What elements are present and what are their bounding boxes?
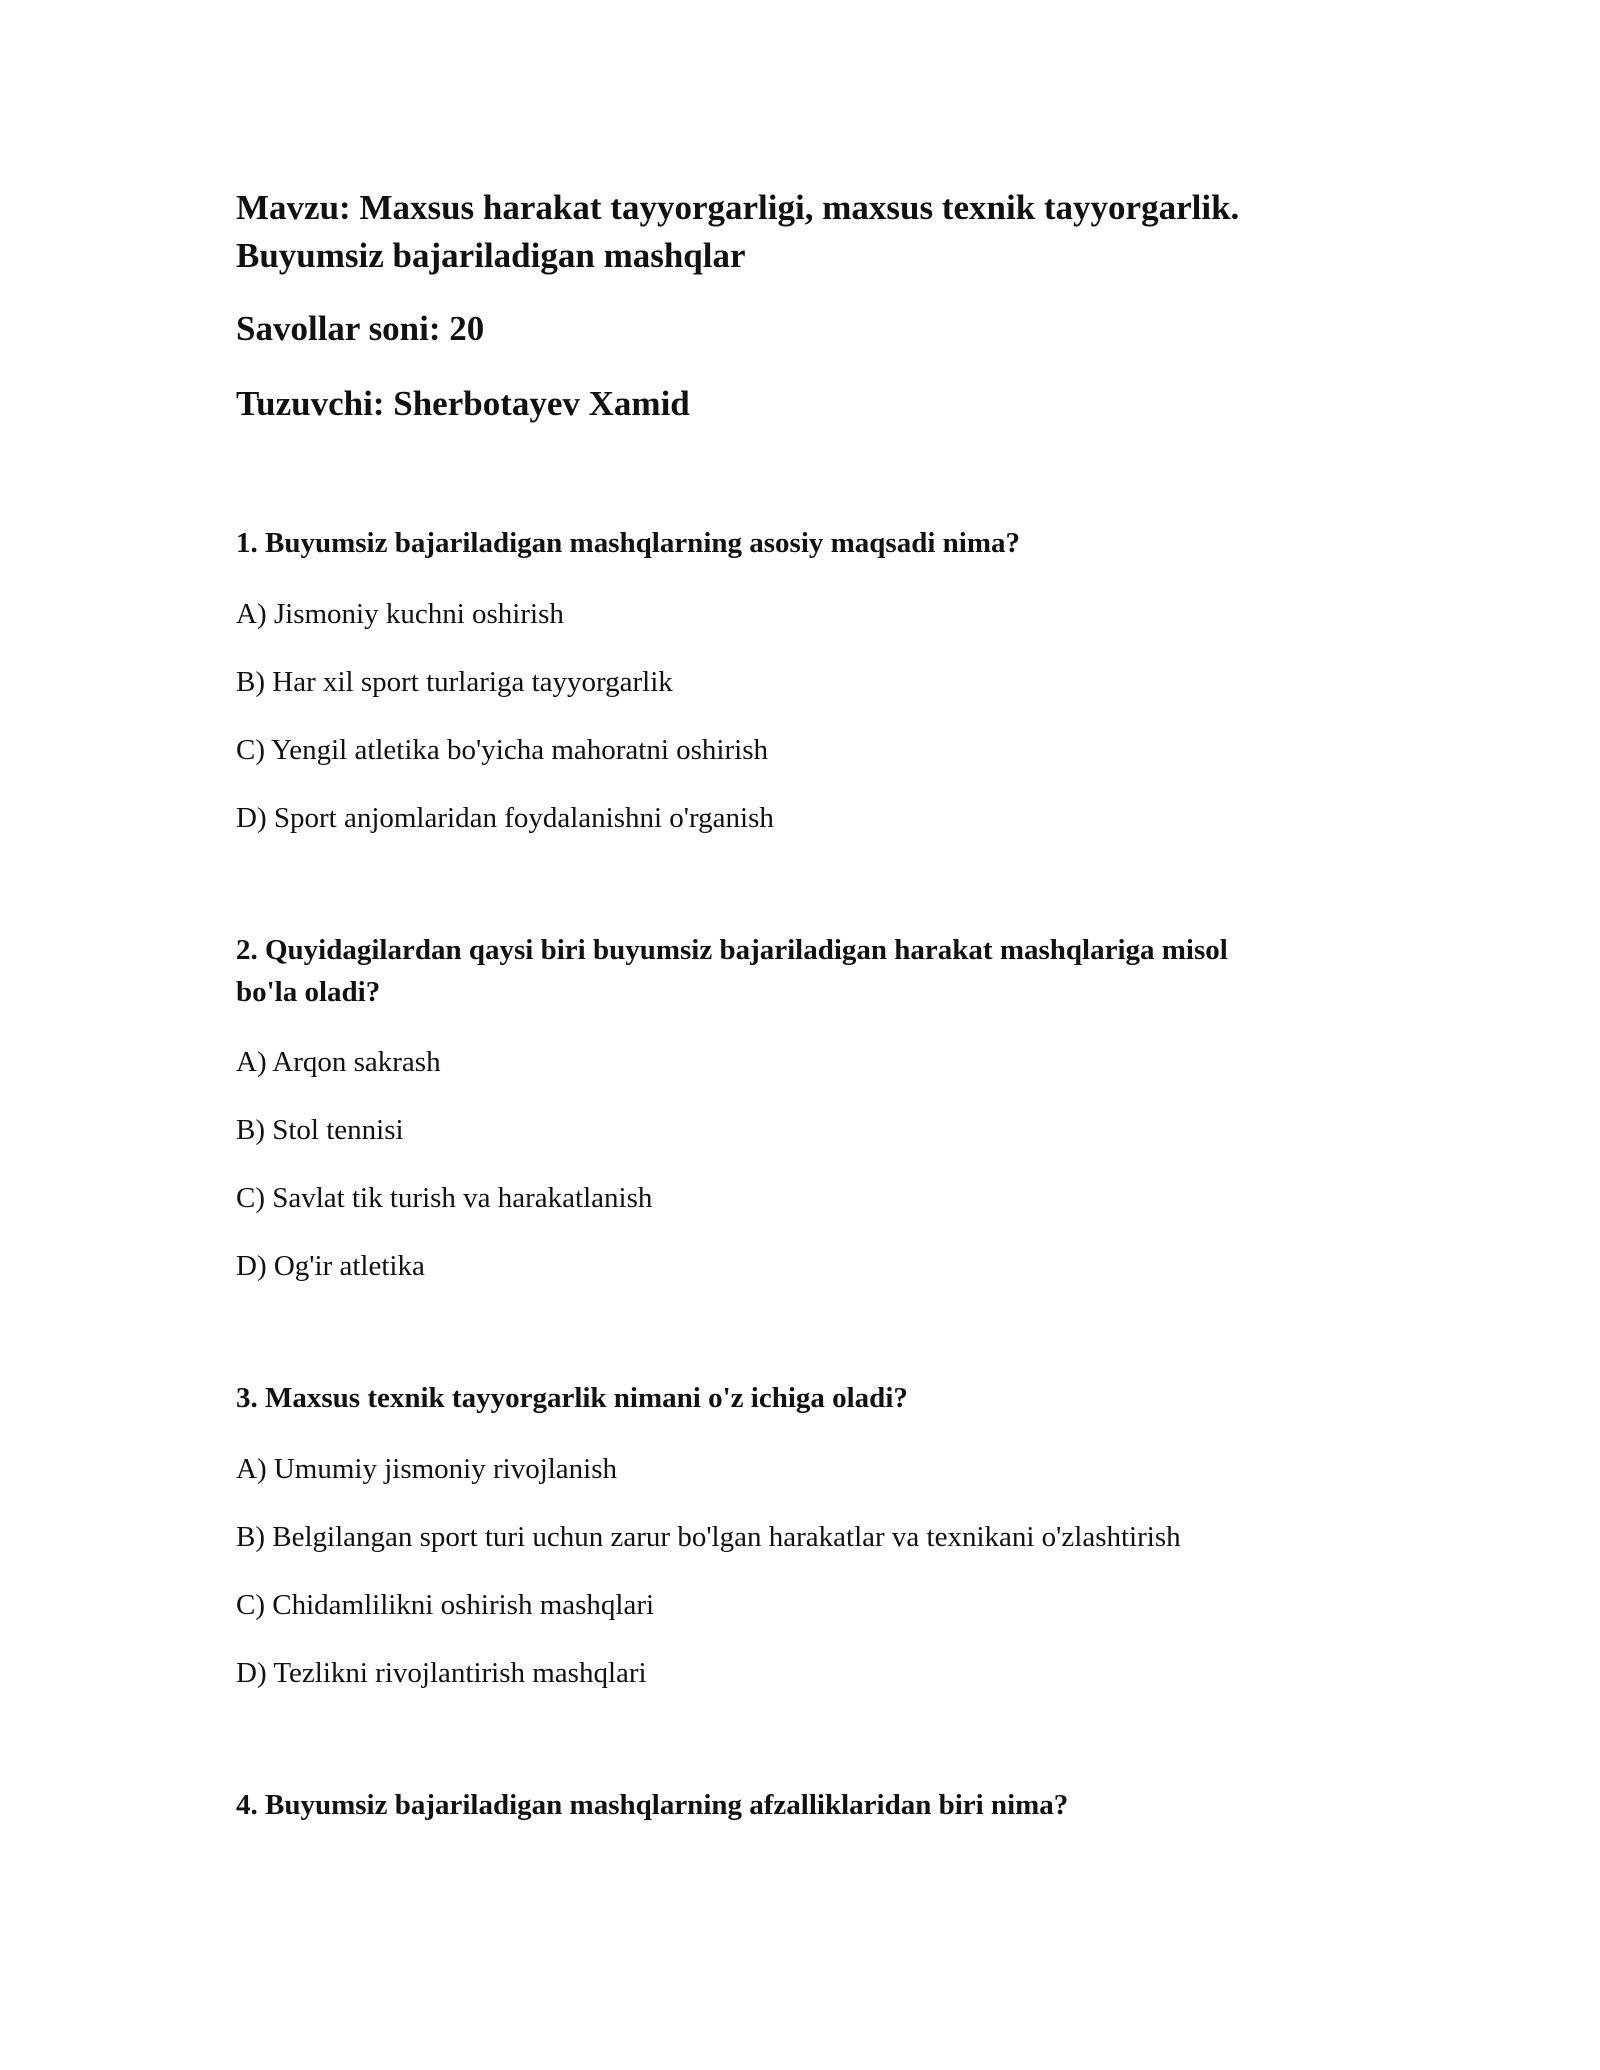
question-2-option-d: D) Og'ir atletika (236, 1250, 425, 1282)
question-2-text-line-1: 2. Quyidagilardan qaysi biri buyumsiz bajariladigan harakat mashqlariga misol (236, 934, 1228, 966)
question-1-option-a: A) Jismoniy kuchni oshirish (236, 598, 564, 630)
question-1-option-c: C) Yengil atletika bo'yicha mahoratni oshirish (236, 734, 768, 766)
question-2-option-a: A) Arqon sakrash (236, 1046, 441, 1078)
question-1-option-d: D) Sport anjomlaridan foydalanishni o'rganish (236, 802, 774, 834)
question-3-option-d: D) Tezlikni rivojlantirish mashqlari (236, 1657, 647, 1689)
question-2-text-line-2: bo'la oladi? (236, 976, 381, 1008)
question-2-option-b: B) Stol tennisi (236, 1114, 404, 1146)
author-line: Tuzuvchi: Sherbotayev Xamid (236, 384, 690, 423)
question-count: Savollar soni: 20 (236, 309, 485, 348)
question-1-option-b: B) Har xil sport turlariga tayyorgarlik (236, 666, 673, 698)
document-title-line-1: Mavzu: Maxsus harakat tayyorgarligi, maxsus texnik tayyorgarlik. (236, 188, 1240, 227)
question-4-text: 4. Buyumsiz bajariladigan mashqlarning afzalliklaridan biri nima? (236, 1789, 1069, 1821)
question-3-option-a: A) Umumiy jismoniy rivojlanish (236, 1453, 618, 1485)
question-1-text: 1. Buyumsiz bajariladigan mashqlarning asosiy maqsadi nima? (236, 527, 1020, 559)
question-3-option-b: B) Belgilangan sport turi uchun zarur bo'lgan harakatlar va texnikani o'zlashtirish (236, 1521, 1181, 1553)
question-3-option-c: C) Chidamlilikni oshirish mashqlari (236, 1589, 655, 1621)
question-3-text: 3. Maxsus texnik tayyorgarlik nimani o'z ichiga oladi? (236, 1382, 908, 1414)
document-title-line-2: Buyumsiz bajariladigan mashqlar (236, 236, 746, 275)
question-2-option-c: C) Savlat tik turish va harakatlanish (236, 1182, 653, 1214)
